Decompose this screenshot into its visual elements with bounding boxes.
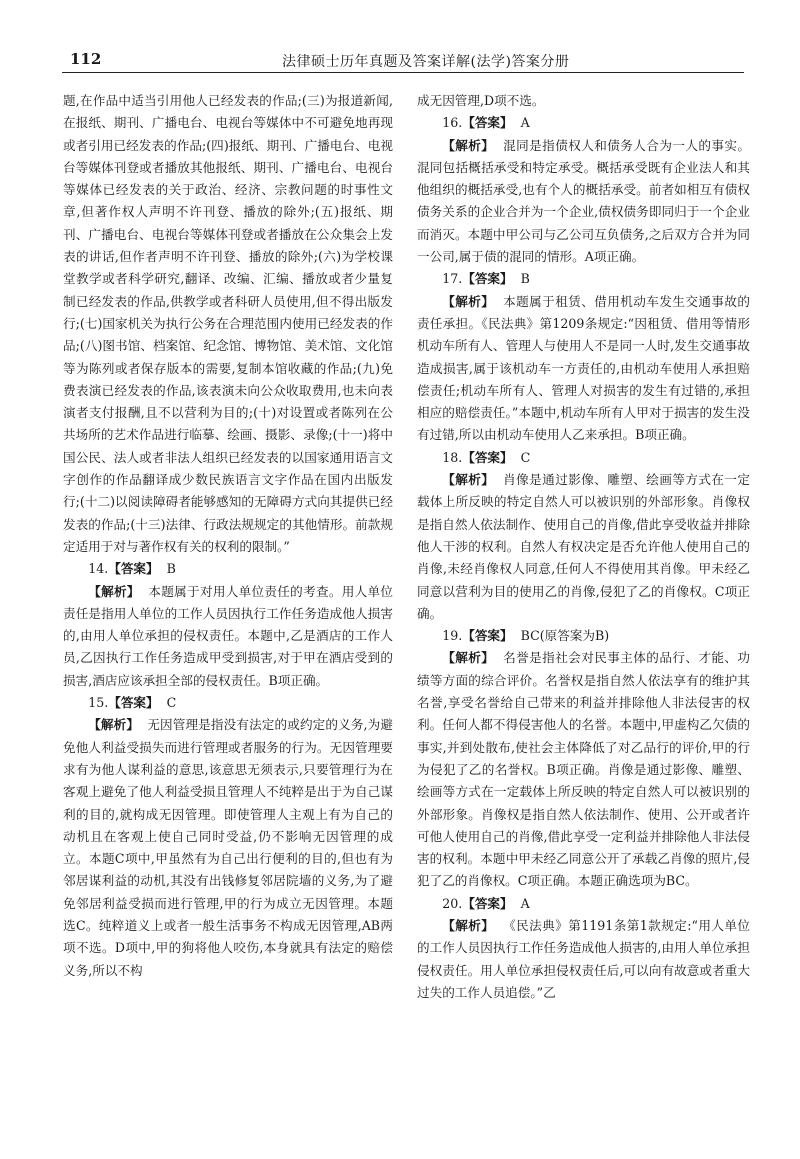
answer-20: 20.【答案】 A <box>442 895 530 911</box>
answer-17: 17.【答案】 B <box>442 271 530 287</box>
explanation-16: 【解析】 混同是指债权人和债务人合为一人的事实。混同包括概括承受和特定承受。概括承受既有企业法人和其他组织的概括承受,也有个人的概括承受。前者如相互有债权债务关系的企业合并为一个企业,债权债务即同归于一个企业而消灭。本题中甲公司与乙公司互负债务,之后双方合并为同一公司,属于债的混同的情形。A项正确。 <box>417 137 751 265</box>
explanation-14: 【解析】 本题属于对用人单位责任的考查。用人单位责任是指用人单位的工作人员因执行工作任务造成他人损害的,由用人单位承担的侵权责任。本题中,乙是酒店的工作人员,乙因执行工作任务造成甲受到损害,对于甲在酒店受到的损害,酒店应该承担全部的侵权责任。B项正确。 <box>63 583 394 688</box>
left-column <box>63 90 393 982</box>
answer-19: 19.【答案】 BC(原答案为B) <box>442 628 610 644</box>
running-title: 法律硕士历年真题及答案详解(法学)答案分册 <box>282 54 570 70</box>
explanation-19: 【解析】 名誉是指社会对民事主体的品行、才能、功绩等方面的综合评价。名誉权是指自然人依法享有的维护其名誉,享受名誉给自己带来的利益并排除他人非法侵害的权利。任何人都不得侵害他人的名誉。本题中,甲虚构乙欠债的事实,并到处散布,使社会主体降低了对乙品行的评价,甲的行为侵犯了乙的名誉权。B项正确。肖像是通过影像、雕塑、绘画等方式在一定载体上所反映的特定自然人可以被识别的外部形象。肖像权是指自然人依法制作、使用、公开或者许可他人使用自己的肖像,借此享受一定利益并排除他人非法侵害的权利。本题中甲未经乙同意公开了承载乙肖像的照片,侵犯了乙的肖像权。C项正确。本题正确选项为BC。 <box>417 650 751 889</box>
answer-18: 18.【答案】 C <box>442 449 531 465</box>
answer-16: 16.【答案】 A <box>442 115 530 131</box>
continued-text-right: 成无因管理,D项不选。 <box>417 93 545 108</box>
continued-text: 题,在作品中适当引用他人已经发表的作品;(三)为报道新闻,在报纸、期刊、广播电台、电视台等媒体中不可避免地再现或者引用已经发表的作品;(四)报纸、期刊、广播电台、电视台等媒体刊登或者播放其他报纸、期刊、广播电台、电视台等媒体已经发表的关于政治、经济、宗教问题的时事性文章,但著作权人声明不许刊登、播放的除外;(五)报纸、期刊、广播电台、电视台等媒体刊登或者播放在公众集会上发表的讲话,但作者声明不许刊登、播放的除外;(六)为学校课堂教学或者科学研究,翻译、改编、汇编、播放或者少量复制已经发表的作品,供教学或者科研人员使用,但不得出版发行;(七)国家机关为执行公务在合理范围内使用已经发表的作品;(八)图书馆、档案馆、纪念馆、博物馆、美术馆、文化馆等为陈列或者保存版本的需要,复制本馆收藏的作品;(九)免费表演已经发表的作品,该表演未向公众收取费用,也未向表演者支付报酬,且不以营利为目的;(十)对设置或者陈列在公共场所的艺术作品进行临摹、绘画、摄影、录像;(十一)将中国公民、法人或者非法人组织已经发表的以国家通用语言文字创作的作品翻译成少数民族语言文字作品在国内出版发行;(十二)以阅读障碍者能够感知的无障碍方式向其提供已经发表的作品;(十三)法律、行政法规规定的其他情形。前款规定适用于对与著作权有关的权利的限制。” <box>63 93 393 554</box>
answer-15: 15.【答案】 C <box>88 695 177 711</box>
explanation-18: 【解析】 肖像是通过影像、雕塑、绘画等方式在一定载体上所反映的特定自然人可以被识别的外部形象。肖像权是指自然人依法制作、使用自己的肖像,借此享受收益并排除他人干涉的权利。自然人有权决定是否允许他人使用自己的肖像,未经肖像权人同意,任何人不得使用其肖像。甲未经乙同意以营利为目的使用乙的肖像,侵犯了乙的肖像权。C项正确。 <box>417 472 751 621</box>
right-column <box>417 90 750 1004</box>
explanation-15: 【解析】 无因管理是指没有法定的或约定的义务,为避免他人利益受损失而进行管理或者服务的行为。无因管理要求有为他人谋利益的意思,该意思无须表示,只要管理行为在客观上避免了他人利益受损且管理人不纯粹是出于为自己谋利的目的,就构成无因管理。即使管理人主观上有为自己的动机且在客观上使自己同时受益,仍不影响无因管理的成立。本题C项中,甲虽然有为自己出行便利的目的,但也有为邻居谋利益的动机,其没有出钱修复邻居院墙的义务,为了避免邻居利益受损而进行管理,甲的行为成立无因管理。本题选C。纯粹道义上或者一般生活事务不构成无因管理,AB两项不选。D项中,甲的狗将他人咬伤,本身就具有法定的赔偿义务,所以不构 <box>63 717 393 978</box>
explanation-17: 【解析】 本题属于租赁、借用机动车发生交通事故的责任承担。《民法典》第1209条规定:“因租赁、借用等情形机动车所有人、管理人与使用人不是同一人时,发生交通事故造成损害,属于该机动车一方责任的,由机动车使用人承担赔偿责任;机动车所有人、管理人对损害的发生有过错的,承担相应的赔偿责任。”本题中,机动车所有人甲对于损害的发生没有过错,所以由机动车使用人乙来承担。B项正确。 <box>417 293 751 443</box>
running-header <box>62 48 744 73</box>
answer-14: 14.【答案】 B <box>88 561 176 577</box>
explanation-20: 【解析】 《民法典》第1191条第1款规定:“用人单位的工作人员因执行工作任务造成他人损害的,由用人单位承担侵权责任。用人单位承担侵权责任后,可以向有故意或者重大过失的工作人员追偿。”乙 <box>417 917 750 1000</box>
page-number: 112 <box>70 50 102 68</box>
